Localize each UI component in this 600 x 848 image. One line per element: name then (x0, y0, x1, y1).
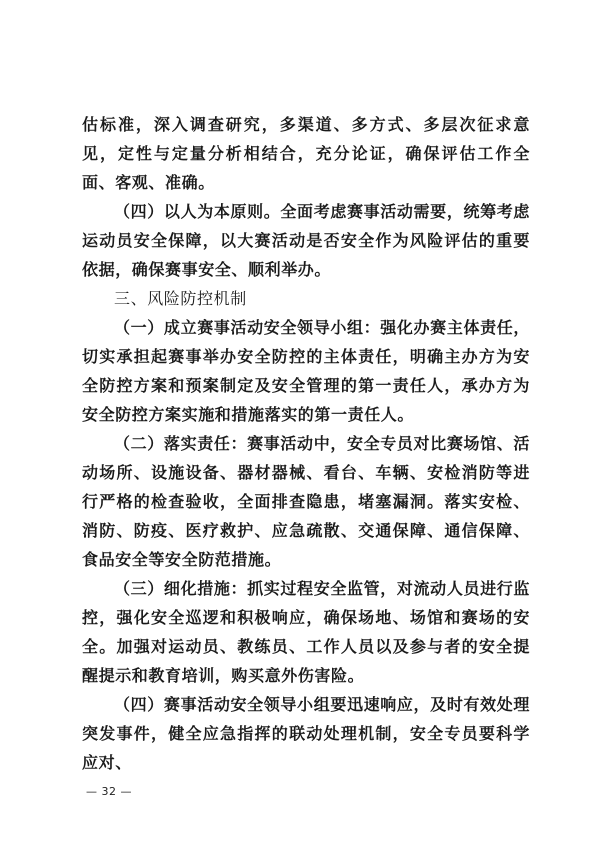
section-heading-risk-control: 三、风险防控机制 (114, 289, 247, 308)
paragraph-continuation: 估标准，深入调查研究，多渠道、多方式、多层次征求意见，定性与定量分析相结合，充分论证，确保评估工作全面、客观、准确。 (82, 115, 530, 192)
page-number: — 32 — (86, 785, 132, 798)
paragraph-mechanism-1: （一）成立赛事活动安全领导小组：强化办赛主体责任，切实承担起赛事举办安全防控的主体责任，明确主办方为安全防控方案和预案制定及安全管理的第一责任人，承办方为安全防控方案实施和措施落实的第一责任人。 (82, 318, 530, 424)
document-body (82, 110, 530, 777)
paragraph-mechanism-3: （三）细化措施：抓实过程安全监管，对流动人员进行监控，强化安全巡逻和积极响应，确保场地、场馆和赛场的安全。加强对运动员、教练员、工作人员以及参与者的安全提醒提示和教育培训，购买意外伤害险。 (82, 579, 530, 685)
paragraph-mechanism-2: （二）落实责任：赛事活动中，安全专员对比赛场馆、活动场所、设施设备、器材器械、看台、车辆、安检消防等进行严格的检查验收，全面排查隐患，堵塞漏洞。落实安检、消防、防疫、医疗救护、应急疏散、交通保障、通信保障、食品安全等安全防范措施。 (82, 434, 530, 569)
paragraph-mechanism-4: （四）赛事活动安全领导小组要迅速响应，及时有效处理突发事件，健全应急指挥的联动处理机制，安全专员要科学应对、 (82, 695, 530, 772)
paragraph-principle-4: （四）以人为本原则。全面考虑赛事活动需要，统筹考虑运动员安全保障，以大赛活动是否安全作为风险评估的重要依据，确保赛事安全、顺利举办。 (82, 202, 530, 279)
